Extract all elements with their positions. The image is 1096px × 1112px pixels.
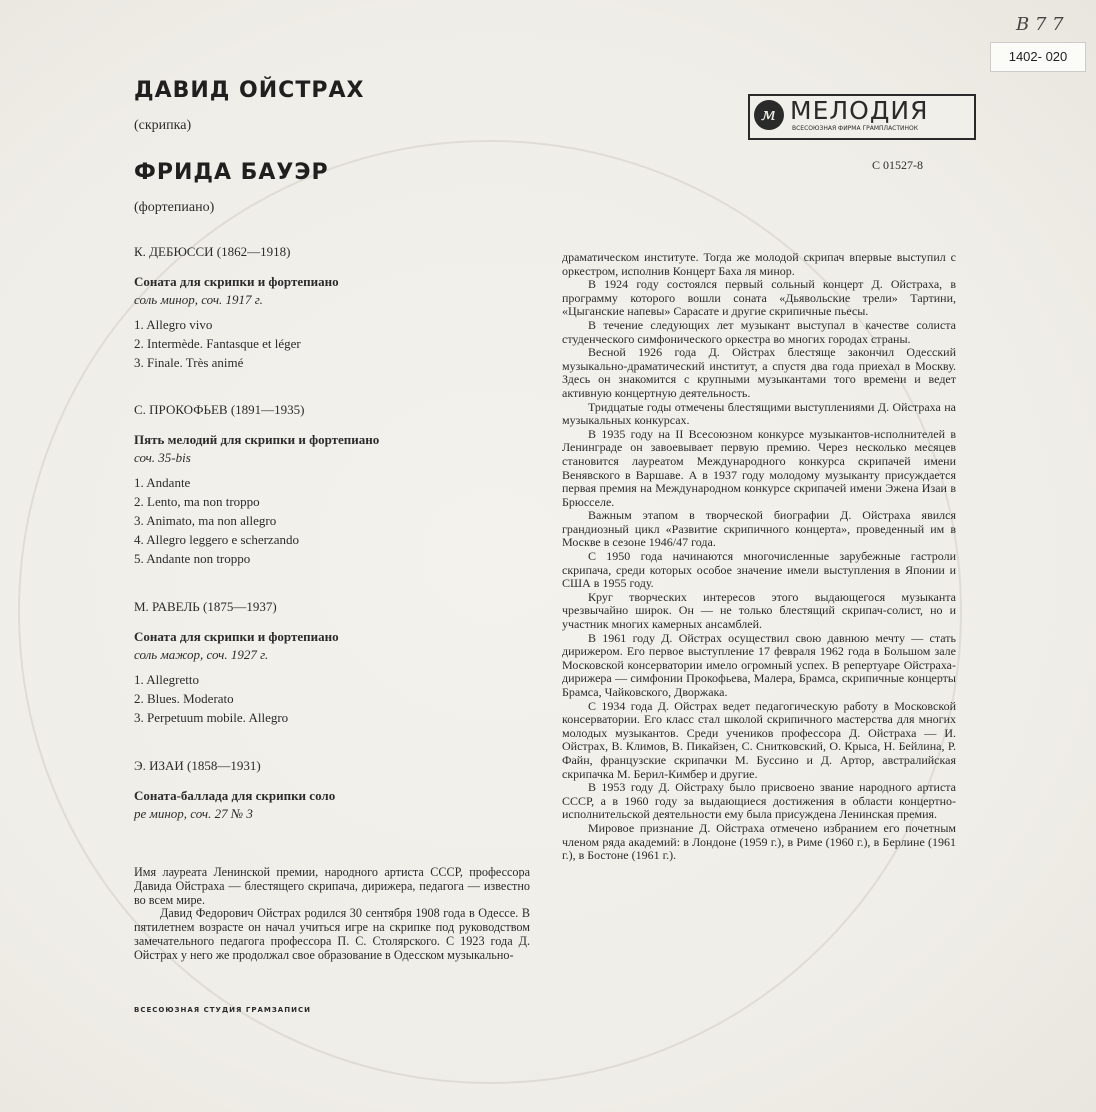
composer-ravel: М. РАВЕЛЬ (1875—1937) [134,599,277,614]
catalog-number: С 01527-8 [872,158,923,172]
work-title: Соната для скрипки и фортепиано [134,629,339,644]
bio-paragraph: В 1961 году Д. Ойстрах осуществил свою давнюю мечту — стать дирижером. Его первое выступление 17 февраля 1962 года в Большом зале Московской консерватории имело огромный успех. В репертуаре Ойстраха-дирижера — симфонии Прокофьева, Малера, Брамса, скрипичные концерты Брамса, Чайковского, Дворжака. [562,630,956,699]
movement: 2. Blues. Moderato [134,691,234,706]
bio-paragraph: Имя лауреата Ленинской премии, народного артиста СССР, профессора Давида Ойстраха — блестящего скрипача, дирижера, педагога — известно во всем мире. [134,865,530,907]
movement: 2. Intermède. Fantasque et léger [134,336,301,351]
bio-paragraph: В 1953 году Д. Ойстраху было присвоено звание народного артиста СССР, а в 1960 году за выдающиеся достижения в области концертно-исполнительской деятельности ему была присуждена Ленинская премия. [562,780,956,822]
movement: 2. Lento, ma non troppo [134,494,260,509]
work-title: Соната-баллада для скрипки соло [134,788,336,803]
composer-debussy: К. ДЕБЮССИ (1862—1918) [134,244,291,259]
melodiya-logo-mark: м [754,100,784,130]
composer-prokofiev: С. ПРОКОФЬЕВ (1891—1935) [134,402,305,417]
bio-paragraph: Важным этапом в творческой биографии Д. Ойстраха явился грандиозный цикл «Развитие скрипичного концерта», проведенный им в Москве в сезоне 1946/47 года. [562,508,956,550]
movement: 1. Allegretto [134,672,199,687]
work-key: соль мажор, соч. 1927 г. [134,647,269,662]
handwritten-note: В 7 7 [1016,14,1064,35]
melodiya-logo [748,94,976,140]
movement: 5. Andante non troppo [134,551,251,566]
movement: 3. Perpetuum mobile. Allegro [134,710,289,725]
bio-paragraph: В 1935 году на II Всесоюзном конкурсе музыкантов-исполнителей в Ленинграде он завоевывает первую премию. Через несколько месяцев становится лауреатом Международного конкурса скрипачей имени Венявского в Варшаве. А в 1937 году молодому музыканту присуждается первая премия на Международном конкурсе скрипачей имени Эжена Изаи в Брюсселе. [562,426,956,509]
label-subtitle: ВСЕСОЮЗНАЯ ФИРМА ГРАМПЛАСТИНОК [792,125,919,132]
bio-paragraph: С 1950 года начинаются многочисленные зарубежные гастроли скрипача, среди которых особое значение имели выступления в Японии и США в 1955 году. [562,549,956,591]
biography-left-column [134,866,530,963]
movement: 3. Animato, ma non allegro [134,513,277,528]
inventory-sticker: 1402- 020 [990,42,1086,72]
bio-paragraph: Круг творческих интересов этого выдающегося музыканта чрезвычайно широк. Он — не только блестящий скрипач-солист, но и участник многих камерных ансамблей. [562,589,956,632]
bio-paragraph: Давид Федорович Ойстрах родился 30 сентября 1908 года в Одессе. В пятилетнем возрасте он начал учиться игре на скрипке под руководством замечательного педагога профессора П. С. Столярского. С 1923 года Д. Ойстрах у него же продолжал свое образование в Одесском музыкально- [134,906,530,962]
work-key: соль минор, соч. 1917 г. [134,292,263,307]
bio-paragraph: С 1934 года Д. Ойстрах ведет педагогическую работу в Московской консерватории. Его класс стал школой скрипичного мастерства для многих молодых музыкантов. Среди учеников профессора Д. Ойстраха — И. Ойстрах, В. Климов, В. Пикайзен, С. Снитковский, О. Крыса, Н. Бейлина, Р. Файн, французские скрипачки М. Буссино и Д. Артор, австралийская скрипачка М. Берил-Кимбер и другие. [562,698,956,781]
bio-paragraph: драматическом институте. Тогда же молодой скрипач впервые выступил с оркестром, исполнив Концерт Баха ля минор. [562,250,956,278]
label-name: МЕЛОДИЯ [790,96,929,125]
movement: 1. Andante [134,475,191,490]
biography-right-column [562,251,956,863]
movement: 4. Allegro leggero e scherzando [134,532,299,547]
artist-name-violinist: ДАВИД ОЙСТРАХ [134,78,365,103]
work-key: ре минор, соч. 27 № 3 [134,806,253,821]
bio-paragraph: Весной 1926 года Д. Ойстрах блестяще закончил Одесский музыкально-драматический институт, а спустя два года приехал в Москву. Здесь он знакомится с крупными музыкантами того времени и ведет активную концертную деятельность. [562,345,956,400]
artist-name-pianist: ФРИДА БАУЭР [134,160,329,185]
studio-credit: ВСЕСОЮЗНАЯ СТУДИЯ ГРАМЗАПИСИ [134,1006,311,1014]
artist-role-violinist: (скрипка) [134,118,192,133]
bio-paragraph: В 1924 году состоялся первый сольный концерт Д. Ойстраха, в программу которого вошли соната «Дьявольские трели» Тартини, «Цыганские напевы» Сарасате и другие скрипичные пьесы. [562,277,956,319]
movement: 3. Finale. Très animé [134,355,244,370]
artist-role-pianist: (фортепиано) [134,200,215,215]
composer-ysaye: Э. ИЗАИ (1858—1931) [134,758,261,773]
bio-paragraph: Тридцатые годы отмечены блестящими выступлениями Д. Ойстраха на музыкальных конкурсах. [562,399,956,428]
movement: 1. Allegro vivo [134,317,213,332]
work-title: Соната для скрипки и фортепиано [134,274,339,289]
work-key: соч. 35-bis [134,450,191,465]
bio-paragraph: В течение следующих лет музыкант выступал в качестве солиста студенческого симфонического оркестра во многих городах страны. [562,317,956,346]
work-title: Пять мелодий для скрипки и фортепиано [134,432,380,447]
bio-paragraph: Мировое признание Д. Ойстраха отмечено избранием его почетным членом ряда академий: в Лондоне (1959 г.), в Риме (1960 г.), в Берлине (1961 г.), в Бостоне (1961 г.). [562,820,956,863]
